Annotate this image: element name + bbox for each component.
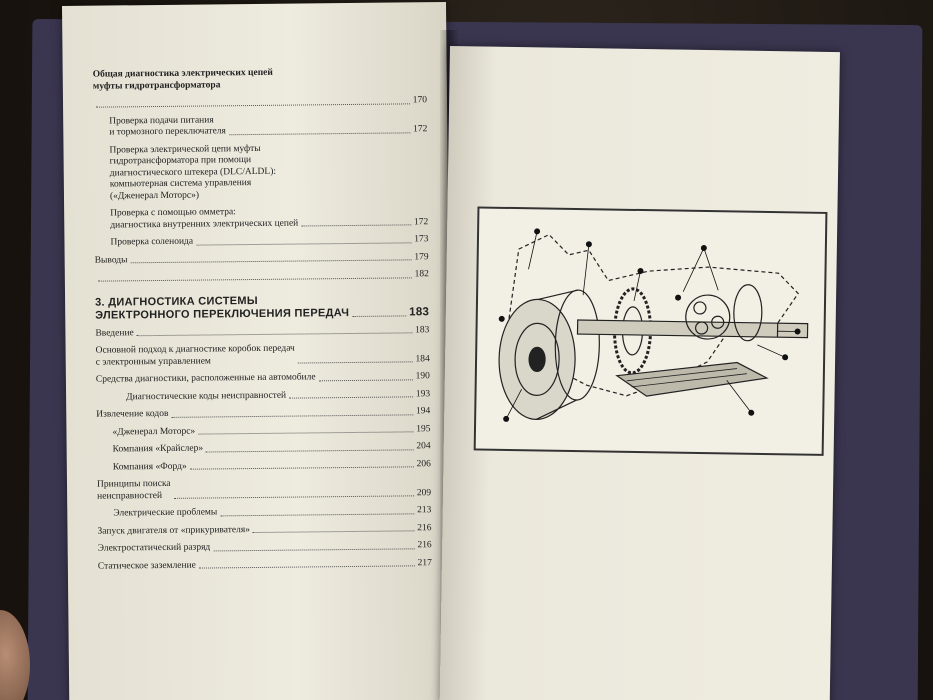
dot-leader: [190, 466, 414, 469]
toc-entry: [93, 142, 428, 203]
toc-page-number: 184: [415, 353, 430, 364]
toc-entry-title: Проверка подачи питания и тормозного переключателя: [109, 114, 226, 138]
toc-page-number: 183: [415, 324, 430, 335]
toc-entry: [96, 342, 430, 368]
toc-page-number: 206: [416, 458, 431, 469]
toc-page-number: 179: [414, 251, 429, 262]
toc-entry: [93, 66, 427, 92]
left-page: [62, 2, 453, 700]
toc-page-number: 182: [414, 269, 429, 280]
toc-entry-title: Введение: [95, 327, 134, 339]
dot-leader: [253, 530, 414, 533]
toc-entry-title: Электростатический разряд: [97, 542, 211, 554]
toc-entry-title: Проверка соленоида: [110, 236, 194, 248]
toc-entry-title: Компания «Крайслер»: [112, 443, 204, 455]
dot-leader: [98, 277, 412, 281]
toc-entry: [97, 459, 431, 474]
toc-page-number: 190: [415, 371, 430, 382]
toc-entry: [95, 252, 429, 267]
toc-entry: [98, 558, 432, 573]
toc-entry: [98, 540, 432, 555]
dot-leader: [174, 495, 414, 499]
toc-entry-title: Принципы поиска неисправностей: [96, 478, 171, 502]
toc-entry-title: Средства диагностики, расположенные на автомобиле: [95, 372, 316, 385]
toc-entry-title: Компания «Форд»: [112, 461, 187, 472]
toc-entry: [95, 325, 429, 340]
toc-entry: [93, 113, 427, 139]
dot-leader: [131, 259, 412, 263]
toc-page-number: 209: [416, 487, 432, 498]
dot-leader: [199, 565, 415, 568]
toc-entry: [93, 95, 427, 110]
dot-leader: [213, 548, 414, 551]
thumb: [0, 610, 30, 700]
toc-page-number: 216: [417, 540, 432, 551]
toc-entry: [95, 269, 429, 284]
toc-entry: [94, 234, 428, 249]
toc-page-number: 183: [409, 305, 430, 318]
table-of-contents: [93, 66, 432, 578]
right-page: [440, 46, 840, 700]
toc-entry-title: Запуск двигателя от «прикуривателя»: [97, 524, 251, 537]
toc-entry-title: Статическое заземление: [97, 560, 196, 572]
dot-leader: [206, 449, 413, 452]
toc-page-number: 173: [414, 234, 429, 245]
toc-page-number: 217: [417, 557, 432, 568]
dot-leader: [220, 513, 414, 516]
transmission-drawing: [476, 208, 826, 453]
toc-entry: [96, 424, 430, 439]
toc-entry-title: Основной подход к диагностике коробок передач с электронным управлением: [95, 343, 295, 368]
dot-leader: [319, 379, 413, 381]
toc-entry-title: Выводы: [94, 254, 128, 266]
toc-entry-title: Извлечение кодов: [96, 408, 169, 420]
dot-leader: [171, 414, 413, 418]
toc-entry: [96, 406, 430, 421]
toc-entry: [96, 389, 430, 404]
toc-page-number: 170: [412, 95, 428, 106]
toc-entry: [97, 505, 431, 520]
dot-leader: [301, 224, 411, 226]
transmission-illustration: [474, 206, 828, 455]
toc-entry-title: Общая диагностика электрических цепей муфты гидротрансформатора: [92, 67, 273, 92]
dot-leader: [198, 431, 413, 434]
toc-page-number: 172: [413, 216, 429, 227]
toc-entry-title: 3. ДИАГНОСТИКА СИСТЕМЫ ЭЛЕКТРОННОГО ПЕРЕКЛЮЧЕНИЯ ПЕРЕДАЧ: [95, 294, 350, 322]
toc-entry-title: Диагностические коды неисправностей: [126, 390, 287, 402]
toc-entry-title: Проверка электрической цепи муфты гидротрансформатора при помощи диагностического штекера (DLC/ALDL): компьютерная система управления («Дженерал Моторс»): [109, 143, 277, 202]
toc-entry-title: Проверка с помощью омметра: диагностика внутренних электрических цепей: [110, 207, 299, 231]
dot-leader: [289, 396, 413, 398]
toc-entry-title: Электрические проблемы: [113, 507, 218, 519]
toc-page-number: 195: [416, 423, 431, 434]
toc-entry: [94, 205, 428, 231]
toc-entry: [97, 476, 431, 502]
toc-page-number: 172: [413, 124, 428, 135]
toc-page-number: 216: [417, 522, 432, 533]
toc-page-number: 204: [416, 441, 431, 452]
toc-entry: [97, 441, 431, 456]
toc-entry-title: «Дженерал Моторс»: [112, 426, 196, 437]
toc-page-number: 194: [415, 406, 431, 417]
dot-leader: [196, 242, 411, 245]
dot-leader: [137, 332, 412, 336]
dot-leader: [352, 315, 406, 317]
dot-leader: [96, 103, 410, 107]
toc-chapter-heading: [95, 293, 429, 322]
toc-page-number: 193: [415, 388, 431, 399]
dot-leader: [229, 132, 410, 135]
toc-entry: [96, 371, 430, 386]
dot-leader: [298, 361, 413, 363]
toc-entry: [97, 523, 431, 538]
toc-page-number: 213: [416, 505, 432, 516]
